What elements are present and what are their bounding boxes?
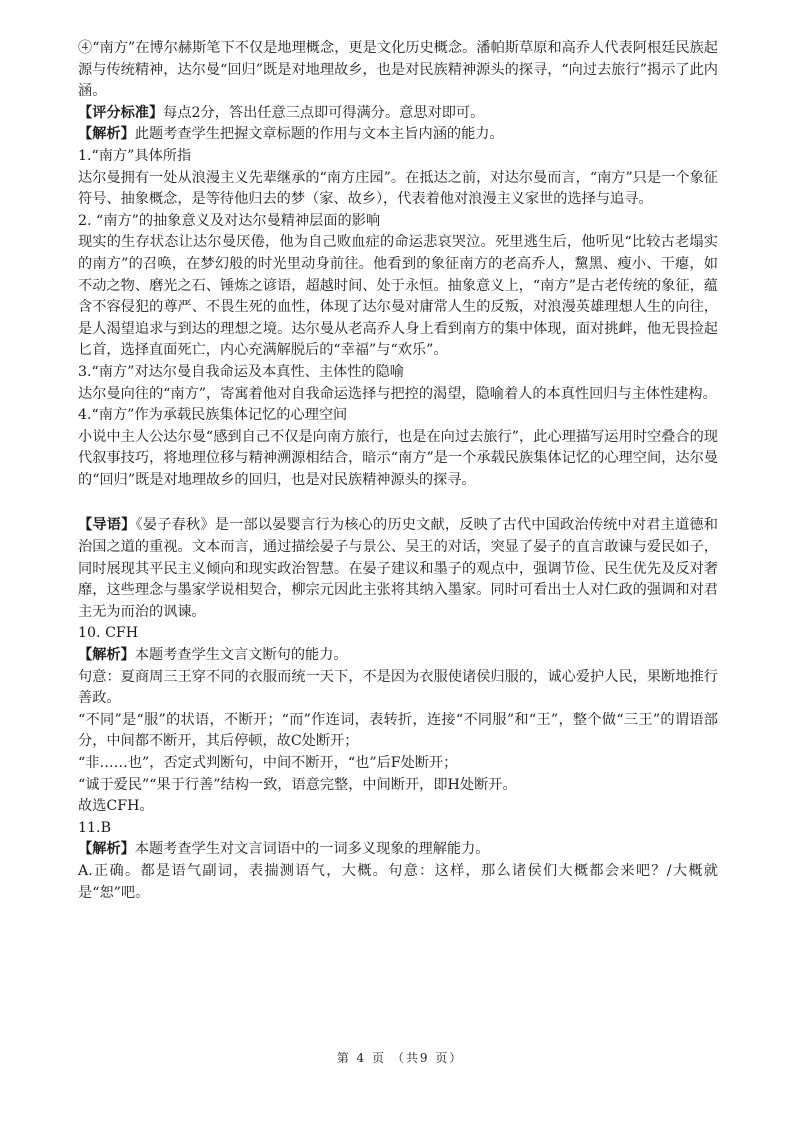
sentence-meaning: 句意：夏商周三王穿不同的衣服而统一天下，不是因为衣服使诸侯归服的，诚心爱护人民，果断地推行善政。 bbox=[78, 668, 718, 707]
question-11-answer: 11.B bbox=[78, 819, 111, 836]
section-gap bbox=[78, 491, 718, 515]
point-heading-1: 1.“南方”具体所指 bbox=[78, 147, 192, 164]
question-11-analysis: 【解析】本题考查学生对文言词语中的一词多义现象的理解能力。 bbox=[78, 841, 490, 858]
point-heading-4: 4.“南方”作为承载民族集体记忆的心理空间 bbox=[78, 407, 348, 424]
question-10-analysis: 【解析】本题考查学生文言文断句的能力。 bbox=[78, 647, 348, 664]
point-heading-2: 2. “南方”的抽象意义及对达尔曼精神层面的影响 bbox=[78, 212, 381, 229]
break-explanation-h: “诚于爱民”“果于行善”结构一致，语意完整，中间断开，即H处断开。 bbox=[78, 776, 517, 793]
break-explanation-c: “不同”是“服”的状语，不断开；“而”作连词，表转折，连接“不同服”和“王”，整个做“三王”的谓语部分，中间都不断开，其后停顿，故C处断开； bbox=[78, 711, 718, 750]
page-footer: 第 4 页 （共9 页） bbox=[336, 1051, 464, 1065]
point-heading-3: 3.“南方”对达尔曼自我命运及本真性、主体性的隐喻 bbox=[78, 363, 404, 380]
option-a-explanation: A.正确。都是语气副词，表揣测语气，大概。句意：这样，那么诸侯们大概都会来吧？/大概就是“恕”吧。 bbox=[78, 862, 718, 901]
question-10-conclusion: 故选CFH。 bbox=[78, 798, 154, 815]
point-body-1: 达尔曼拥有一处从浪漫主义先辈继承的“南方庄园”。在抵达之前，对达尔曼而言，“南方”只是一个象征符号、抽象概念，是等待他归去的梦（家、故乡），代表着他对浪漫主义家世的选择与追寻。 bbox=[78, 169, 718, 208]
question-10-answer: 10. CFH bbox=[78, 625, 139, 642]
scoring-standard: 【评分标准】每点2分，答出任意三点即可得满分。意思对即可。 bbox=[78, 104, 485, 121]
analysis-intro: 【解析】此题考查学生把握文章标题的作用与文本主旨内涵的能力。 bbox=[78, 126, 504, 143]
point-body-2: 现实的生存状态让达尔曼厌倦，他为自己败血症的命运悲哀哭泣。死里逃生后，他听见“比较古老塌实的南方”的召唤，在梦幻般的时光里动身前往。他看到的象征南方的老高乔人，黧黑、瘦小、干瘪，如不动之物、磨光之石、锤炼之谚语，超越时间、处于永恒。抽象意义上，“南方”是古老传统的象征，蕴含不容侵犯的尊严、不畏生死的血性，体现了达尔曼对庸常人生的反叛，对浪漫英雄理想人生的向往，是人渴望追求与到达的理想之境。达尔曼从老高乔人身上看到南方的集中体现，面对挑衅，他无畏捡起匕首，选择直面死亡，内心充满解脱后的“幸福”与“欢乐”。 bbox=[78, 234, 718, 359]
guide-paragraph: 【导语】《晏子春秋》是一部以晏婴言行为核心的历史文献，反映了古代中国政治传统中对君主道德和治国之道的重视。文本而言，通过描绘晏子与景公、吴王的对话，突显了晏子的直言敢谏与爱民如子，同时展现其平民主义倾向和现实政治智慧。在晏子建议和墨子的观点中，强调节俭、民生优先及反对奢靡，这些理念与墨家学说相契合，柳宗元因此主张将其纳入墨家。同时可看出士人对仁政的强调和对君主无为而治的讽谏。 bbox=[78, 517, 718, 620]
point-body-4: 小说中主人公达尔曼“感到自己不仅是向南方旅行，也是在向过去旅行”，此心理描写运用时空叠合的现代叙事技巧，将地理位移与精神溯源相结合，暗示“南方”是一个承载民族集体记忆的心理空间，达尔曼的“回归”既是对地理故乡的回归，也是对民族精神源头的探寻。 bbox=[78, 428, 718, 488]
break-explanation-f: “非……也”，否定式判断句，中间不断开，“也”后F处断开； bbox=[78, 755, 458, 771]
answer-point-4: ④“南方”在博尔赫斯笔下不仅是地理概念，更是文化历史概念。潘帕斯草原和高乔人代表阿根廷民族起源与传统精神，达尔曼“回归”既是对地理故乡，也是对民族精神源头的探寻，“向过去旅行”揭示了此内涵。 bbox=[78, 40, 718, 100]
answer-content bbox=[78, 38, 718, 904]
point-body-3: 达尔曼向往的“南方”，寄寓着他对自我命运选择与把控的渴望，隐喻着人的本真性回归与主体性建构。 bbox=[78, 385, 717, 402]
